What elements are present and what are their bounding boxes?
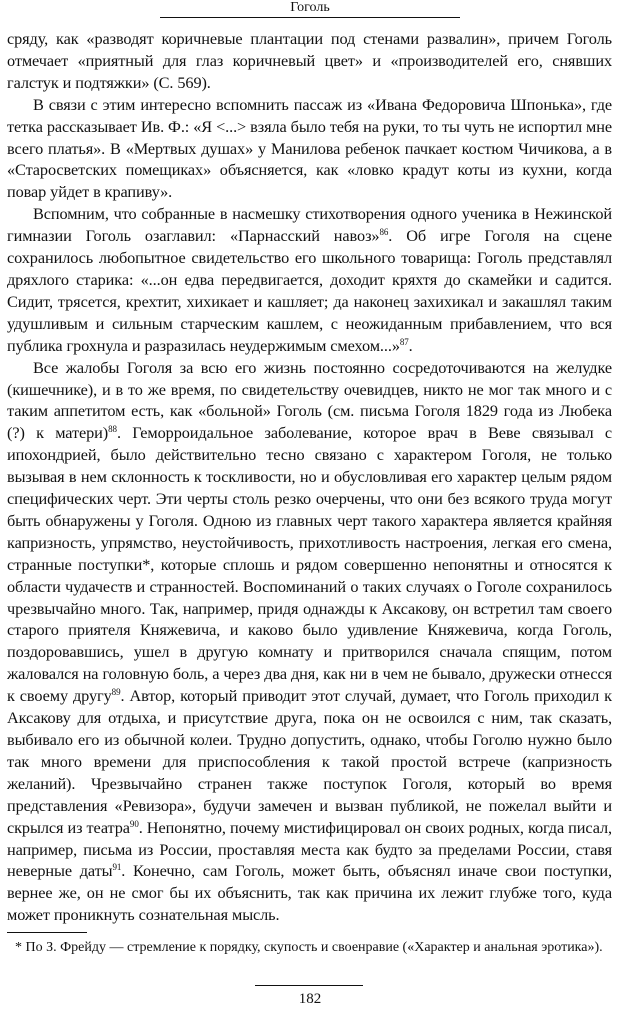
paragraph-1 xyxy=(7,28,612,94)
paragraph-text: . Непонятно, почему мистифицировал он своих родных, когда писал, например, письма из России, проставляя места как будто за пределами России, ставя неверные даты xyxy=(7,817,612,881)
footnote-ref-91: 91 xyxy=(112,862,122,873)
paragraph-text: сряду, как «разводят коричневые плантации под стенами развалин», причем Гоголь отмечает «приятный для глаз коричневый цвет» и «производителей его, снявших галстук и подтяжки» (С. 569). xyxy=(7,29,612,92)
paragraph-4 xyxy=(7,357,612,927)
footnote-ref-90: 90 xyxy=(129,818,139,829)
footnote-ref-89: 89 xyxy=(111,687,121,698)
footnote-ref-86: 86 xyxy=(379,227,389,238)
paragraph-3 xyxy=(7,203,612,356)
footnote: * По З. Фрейду — стремление к порядку, скупость и своенравие («Характер и анальная эротика»). xyxy=(15,940,603,955)
header-rule xyxy=(160,17,460,18)
footnote-ref-87: 87 xyxy=(399,336,409,347)
running-head: Гоголь xyxy=(290,0,330,15)
paragraph-text: . Конечно, сам Гоголь, может быть, объяснял иначе свои поступки, вернее же, он не смог бы их объяснить, так как причина их лежит глубже того, куда может проникнуть сознательная мысль. xyxy=(7,861,612,925)
footnote-ref-88: 88 xyxy=(108,424,117,435)
body-text xyxy=(7,28,612,926)
paragraph-text: . Автор, который приводит этот случай, думает, что Гоголь приходил к Аксакову для отдыха, и присутствие друга, пока он не освоился с ним, так сказать, выбивало его из обычной колеи. Трудно допустить, однако, чтобы Гоголю нужно было так много времени для приспособления к такой простой встрече (капризность желаний). Чрезвычайно странен также поступок Гоголя, который во время представления «Ревизора», будучи замечен и вызван публикой, не пожелал выйти и скрылся из театра xyxy=(7,686,612,837)
page-number: 182 xyxy=(298,991,322,1007)
paragraph-text: . xyxy=(408,335,413,355)
footnote-rule xyxy=(7,932,87,933)
paragraph-text: В связи с этим интересно вспомнить пассаж из «Ивана Федоровича Шпонька», где тетка рассказывает Ив. Ф.: «Я <...> взяла было тебя на руки, то ты чуть не испортил мне всего платья». В «Мертвых душах» у Манилова ребенок пачкает костюм Чичикова, а в «Старосветских помещиках» объясняется, как «ловко крадут коты из кухни, когда повар уйдет в крапиву». xyxy=(7,94,612,202)
paragraph-text: Все жалобы Гоголя за всю его жизнь постоянно сосредоточиваются на желудке (кишечнике), и в то же время, по свидетельству очевидцев, никто не мог так много и с таким аппетитом есть, как «больной» Гоголь (см. письма Гоголя 1829 года из Любека (?) к матери) xyxy=(7,357,612,443)
paragraph-2 xyxy=(7,94,612,204)
paragraph-text: . Геморроидальное заболевание, которое врач в Веве связывал с ипохондрией, было действительно тесно связано с характером Гоголя, не только вызывая в нем склонность к тоскливости, но и обусловливая его характер целым рядом специфических черт. Эти черты столь резко очерчены, что они без всякого труда могут быть обнаружены у Гоголя. Одною из главных черт такого характера является крайняя капризность, упрямство, неустойчивость, прихотливость настроения, легкая его смена, странные поступки*, которые сплошь и рядом совершенно непонятны и относятся к области чудачеств и странностей. Воспоминаний о таких случаях о Гоголе сохранилось чрезвычайно много. Так, например, придя однажды к Аксакову, он встретил там своего старого приятеля Княжевича, и каково было удивление Княжевича, когда Гоголь, поздоровавшись, ушел в другую комнату и притворился сначала спящим, потом жаловался на головную боль, а через два дня, как ни в чем не бывало, дружески отнесся к своему другу xyxy=(7,423,612,706)
paragraph-text: . Об игре Гоголя на сцене сохранилось любопытное свидетельство его школьного товарища: Гоголь представлял дряхлого старика: «...он едва передвигается, доходит кряхтя до скамейки и садится. Сидит, трясется, крехтит, хихикает и кашляет; да наконец захихикал и закашлял таким удушливым и сильным старческим кашлем, с неожиданным прибавлением, что вся публика грохнула и разразилась неудержимым смехом...» xyxy=(7,226,612,355)
page-number-rule xyxy=(255,985,363,986)
paragraph-text: Вспомним, что собранные в насмешку стихотворения одного ученика в Нежинской гимназии Гоголь озаглавил: «Парнасский навоз» xyxy=(7,204,612,246)
